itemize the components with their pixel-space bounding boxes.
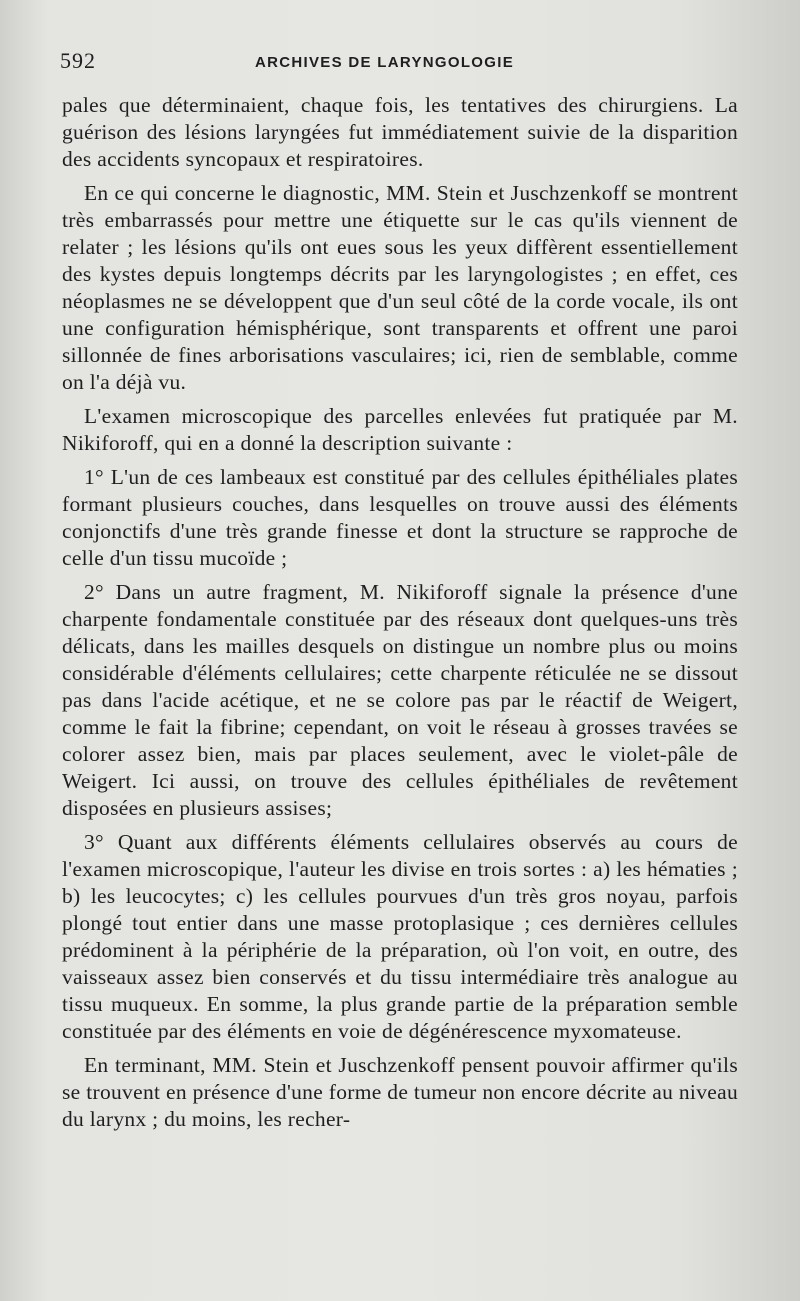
- page-body: [62, 92, 738, 1140]
- paragraph-continuation: pales que déterminaient, chaque fois, les tentatives des chirurgiens. La guérison des lésions laryngées fut immédiatement suivie de la disparition des accidents syncopaux et respiratoires.: [62, 93, 738, 171]
- page-header: [60, 48, 740, 76]
- paragraph-conclusion: En terminant, MM. Stein et Juschzenkoff pensent pouvoir affirmer qu'ils se trouvent en présence d'une forme de tumeur non encore décrite au niveau du larynx ; du moins, les recher-: [62, 1053, 738, 1131]
- paragraph-item-3: 3° Quant aux différents éléments cellulaires observés au cours de l'examen microscopique, l'auteur les divise en trois sortes : a) les hématies ; b) les leucocytes; c) les cellules pourvues d'un très gros noyau, parfois plongé tout entier dans une masse protoplasique ; ces dernières cellules prédominent à la périphérie de la préparation, où l'on voit, en outre, des vaisseaux assez bien conservés et du tissu intermédiaire très analogue au tissu muqueux. En somme, la plus grande partie de la préparation semble constituée par des éléments en voie de dégénérescence myxomateuse.: [62, 830, 738, 1043]
- paragraph-item-2: 2° Dans un autre fragment, M. Nikiforoff signale la présence d'une charpente fondamentale constituée par des réseaux dont quelques-uns très délicats, dans les mailles desquels on distingue un nombre plus ou moins considérable d'éléments cellulaires; cette charpente réticulée ne se dissout pas dans l'acide acétique, et ne se colore pas par le réactif de Weigert, comme le fait la fibrine; cependant, on voit le réseau à grosses travées se colorer assez bien, mais par places seulement, avec le violet-pâle de Weigert. Ici aussi, on trouve des cellules épithéliales de revêtement disposées en plusieurs assises;: [62, 580, 738, 820]
- paragraph-microscopic-exam: L'examen microscopique des parcelles enlevées fut pratiquée par M. Nikiforoff, qui en a donné la description suivante :: [62, 404, 738, 455]
- paragraph-diagnostic: En ce qui concerne le diagnostic, MM. Stein et Juschzenkoff se montrent très embarrassés pour mettre une étiquette sur le cas qu'ils viennent de relater ; les lésions qu'ils ont eues sous les yeux diffèrent essentiellement des kystes depuis longtemps décrits par les laryngologistes ; en effet, ces néoplasmes ne se développent que d'un seul côté de la corde vocale, ils ont une configuration hémisphérique, sont transparents et offrent une paroi sillonnée de fines arborisations vasculaires; ici, rien de semblable, comme on l'a déjà vu.: [62, 181, 738, 394]
- paragraph-item-1: 1° L'un de ces lambeaux est constitué par des cellules épithéliales plates formant plusieurs couches, dans lesquelles on trouve aussi des éléments conjonctifs d'une très grande finesse et dont la structure se rapproche de celle d'un tissu mucoïde ;: [62, 465, 738, 570]
- running-title: ARCHIVES DE LARYNGOLOGIE: [255, 54, 514, 71]
- page-number: 592: [60, 48, 96, 73]
